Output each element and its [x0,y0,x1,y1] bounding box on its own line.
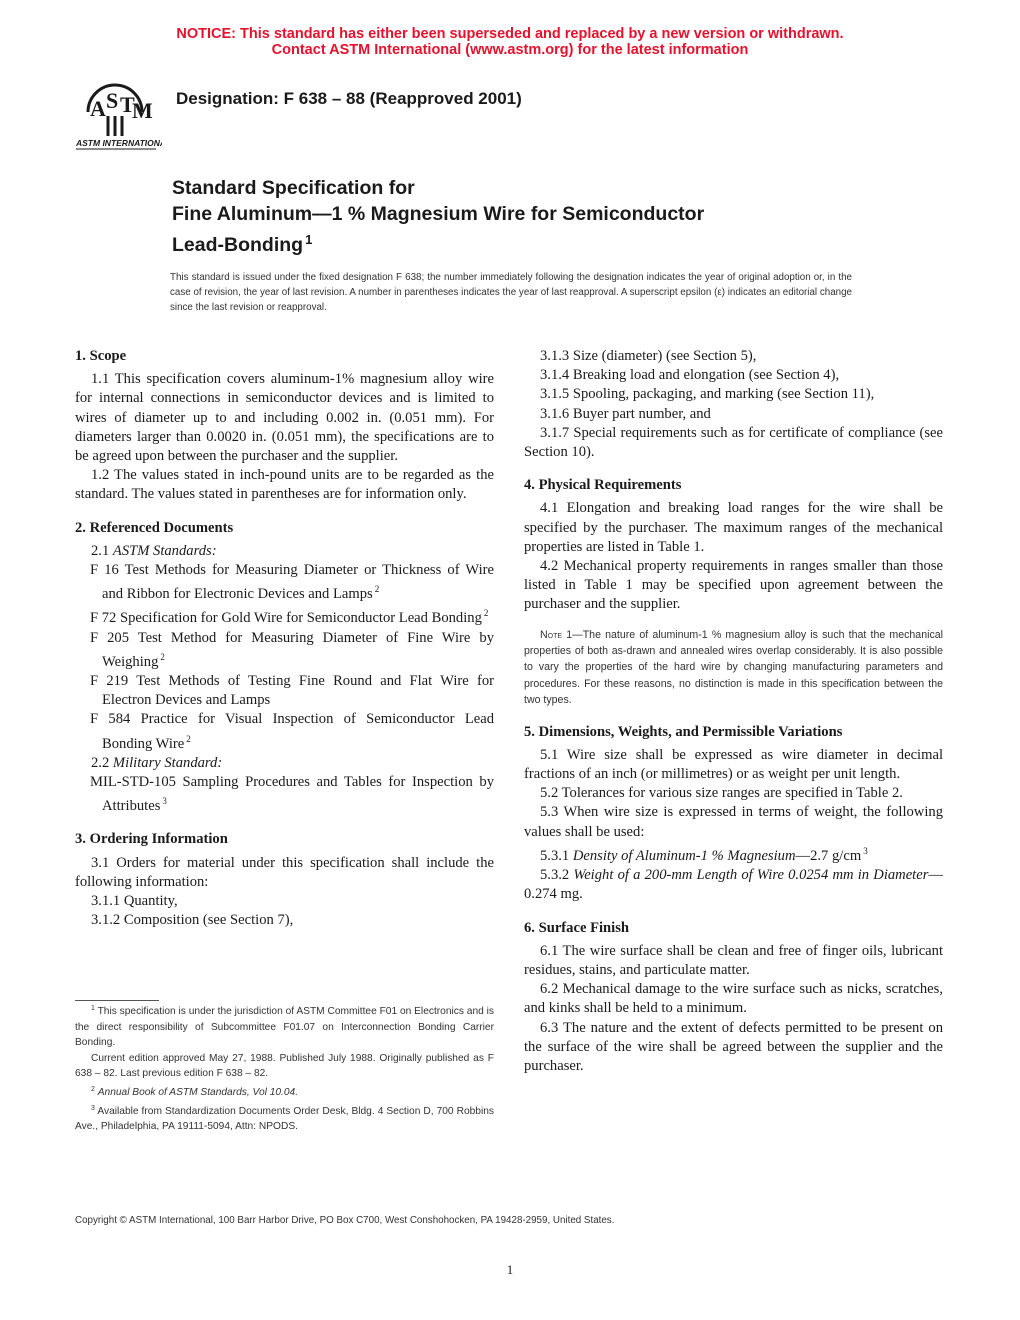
footnote-text: This specification is under the jurisdiction of ASTM Committee F01 on Electronics and is the direct responsibility of Subcommittee F01.07 on Interconnection Bonding Carrier Bonding. [75,1006,494,1049]
logo-label: ASTM INTERNATIONAL [76,138,162,148]
dimensions-5-3: 5.3 When wire size is expressed in terms of weight, the following values shall be used: [524,804,943,840]
section-heading-scope: 1. Scope [75,348,127,364]
ordering-item: 3.1.3 Size (diameter) (see Section 5), [540,348,757,364]
withdrawal-notice [0,26,1020,58]
note-label: Note 1 [540,628,573,641]
svg-text:S: S [106,88,119,113]
footnote-3 [75,1101,494,1135]
note-text: —The nature of aluminum-1 % magnesium alloy is such that the mechanical properties of both as-drawn and annealed wires overlap considerably. It is also possible to vary the properties of the hard wire by changing manufacturing parameters and procedures. For these reasons, no distinction is made in this specification between the two types. [524,628,943,707]
svg-text:A: A [90,96,106,121]
ref-f72 [75,604,494,628]
surface-6-3: 6.3 The nature and the extent of defects permitted to be present on the surface of the wire shall be agreed between the supplier and the purchaser. [524,1019,943,1074]
ref-text: F 219 Test Methods of Testing Fine Round and Flat Wire for Electron Devices and Lamps [90,673,494,709]
ref-f219 [75,672,494,710]
surface-6-2: 6.2 Mechanical damage to the wire surface such as nicks, scratches, and kinks shall be held to a minimum. [524,981,943,1017]
dimensions-5-2: 5.2 Tolerances for various size ranges are specified in Table 2. [540,785,903,802]
clause-number: 5.3.2 [540,867,570,884]
section-heading-dimensions: 5. Dimensions, Weights, and Permissible Variations [524,723,843,740]
military-standard-label [75,754,494,773]
right-column [524,347,943,1076]
svg-text:M: M [132,98,153,123]
footnote-mark: 3 [91,1104,95,1112]
page-number: 1 [506,1262,514,1277]
ref-mil-std-105 [75,773,494,816]
astm-standards-number: 2.1 [91,542,110,559]
ordering-item: 3.1.7 Special requirements such as for certificate of compliance (see Section 10). [524,424,943,461]
issuance-statement: This standard is issued under the fixed designation F 638; the number immediately following the designation indicates the year of original adoption or, in the case of revision, the year of last revision. A number in parentheses indicates the year of last reapproval. A superscript epsilon (ε) indicates an editorial change since the last revision or reapproval. [170,272,852,313]
ref-text: F 205 Test Method for Measuring Diameter of Fine Wire by Weighing [90,629,494,670]
scope-1-2: 1.2 The values stated in inch-pound units are to be regarded as the standard. The values stated in parentheses are for information only. [75,467,494,503]
surface-6-1: 6.1 The wire surface shall be clean and free of finger oils, lubricant residues, stains, and particulate matter. [524,942,943,978]
military-standard-number: 2.2 [91,754,110,771]
section-heading-physical: 4. Physical Requirements [524,477,682,494]
clause-value: —2.7 g/cm [795,847,862,864]
ref-text: MIL-STD-105 Sampling Procedures and Tables for Inspection by Attributes [90,774,494,815]
ref-f584 [75,710,494,753]
ref-f16 [75,561,494,604]
note-1 [524,627,943,709]
footnote-mark: 1 [91,1005,95,1012]
clause-title: Density of Aluminum-1 % Magnesium [572,847,796,864]
ref-footnote-mark: 2 [374,584,380,595]
dimensions-5-3-2 [524,866,943,904]
ref-text: F 72 Specification for Gold Wire for Semiconductor Lead Bonding [90,610,482,627]
ref-text: F 584 Practice for Visual Inspection of Semiconductor Lead Bonding Wire [90,711,494,752]
left-column [75,347,494,930]
physical-4-1: 4.1 Elongation and breaking load ranges for the wire shall be specified by the purchaser. The maximum ranges of the mechanical properties are listed in Table 1. [524,500,943,555]
ordering-item: 3.1.4 Breaking load and elongation (see Section 4), [540,367,840,384]
footnote-2 [75,1082,494,1101]
unit-superscript: 3 [863,845,868,856]
footnote-1b: Current edition approved May 27, 1988. Published July 1988. Originally published as F 638 – 82. Last previous edition F 638 – 82. [75,1052,494,1080]
ref-f205 [75,629,494,672]
scope-1-1: 1.1 This specification covers aluminum-1% magnesium alloy wire for internal connections in semiconductor devices and is limited to wires of diameter up to and including 0.002 in. (0.051 mm). For diameters larger than 0.0020 in. (0.051 mm), the specifications are to be agreed upon between the purchaser and the supplier. [75,371,494,465]
section-heading-referenced: 2. Referenced Documents [75,519,234,536]
title-footnote-mark: 1 [305,232,313,247]
title-line-1: Standard Specification for [172,177,415,199]
ref-footnote-mark: 2 [160,651,165,662]
document-title [172,175,704,258]
notice-line-2: Contact ASTM International (www.astm.org) for the latest information [271,42,749,58]
ref-text: F 16 Test Methods for Measuring Diameter or Thickness of Wire and Ribbon for Electronic Devices and Lamps [90,562,494,603]
footnote-text: Annual Book of ASTM Standards, Vol 10.04. [97,1086,299,1098]
footnote-1 [75,1001,494,1051]
ref-footnote-mark: 2 [483,608,489,619]
footnotes [75,1000,494,1135]
military-standard-title: Military Standard: [112,754,223,771]
ordering-item: 3.1.1 Quantity, [91,893,178,910]
physical-4-2: 4.2 Mechanical property requirements in ranges smaller than those listed in Table 1 may be specified upon agreement between the purchaser and the supplier. [524,558,943,613]
ordering-item: 3.1.5 Spooling, packaging, and marking (see Section 11), [540,386,875,403]
ordering-item: 3.1.6 Buyer part number, and [540,405,711,422]
clause-number: 5.3.1 [540,847,570,864]
footnote-mark: 2 [91,1085,95,1093]
footnote-text: Available from Standardization Documents Order Desk, Bldg. 4 Section D, 700 Robbins Ave., Philadelphia, PA 19111-5094, Attn: NPODS. [75,1105,494,1133]
ref-footnote-mark: 3 [162,796,167,807]
astm-standards-title: ASTM Standards: [112,542,217,559]
title-line-3-text: Lead-Bonding [172,234,304,256]
section-heading-surface: 6. Surface Finish [524,919,629,936]
svg-text:T: T [120,92,135,117]
astm-logo-icon [68,78,162,150]
astm-standards-label [75,542,494,561]
ordering-item: 3.1.2 Composition (see Section 7), [91,912,294,929]
clause-value: —0.274 mg. [524,867,943,903]
dimensions-5-1: 5.1 Wire size shall be expressed as wire diameter in decimal fractions of an inch (or millimetres) or as weight per unit length. [524,746,943,783]
dimensions-5-3-1 [524,842,943,866]
title-line-2: Fine Aluminum—1 % Magnesium Wire for Semiconductor [172,203,705,225]
section-heading-ordering: 3. Ordering Information [75,831,228,848]
ordering-3-1: 3.1 Orders for material under this specification shall include the following information: [75,854,494,890]
notice-line-1: NOTICE: This standard has either been superseded and replaced by a new version or withdrawn. [176,26,844,42]
ref-footnote-mark: 2 [186,733,191,744]
title-line-3 [172,227,704,258]
designation: Designation: F 638 – 88 (Reapproved 2001) [176,89,522,108]
clause-title: Weight of a 200-mm Length of Wire 0.0254 mm in Diameter [573,867,929,884]
copyright-line: Copyright © ASTM International, 100 Barr Harbor Drive, PO Box C700, West Conshohocken, PA 19428-2959, United States. [75,1215,615,1226]
